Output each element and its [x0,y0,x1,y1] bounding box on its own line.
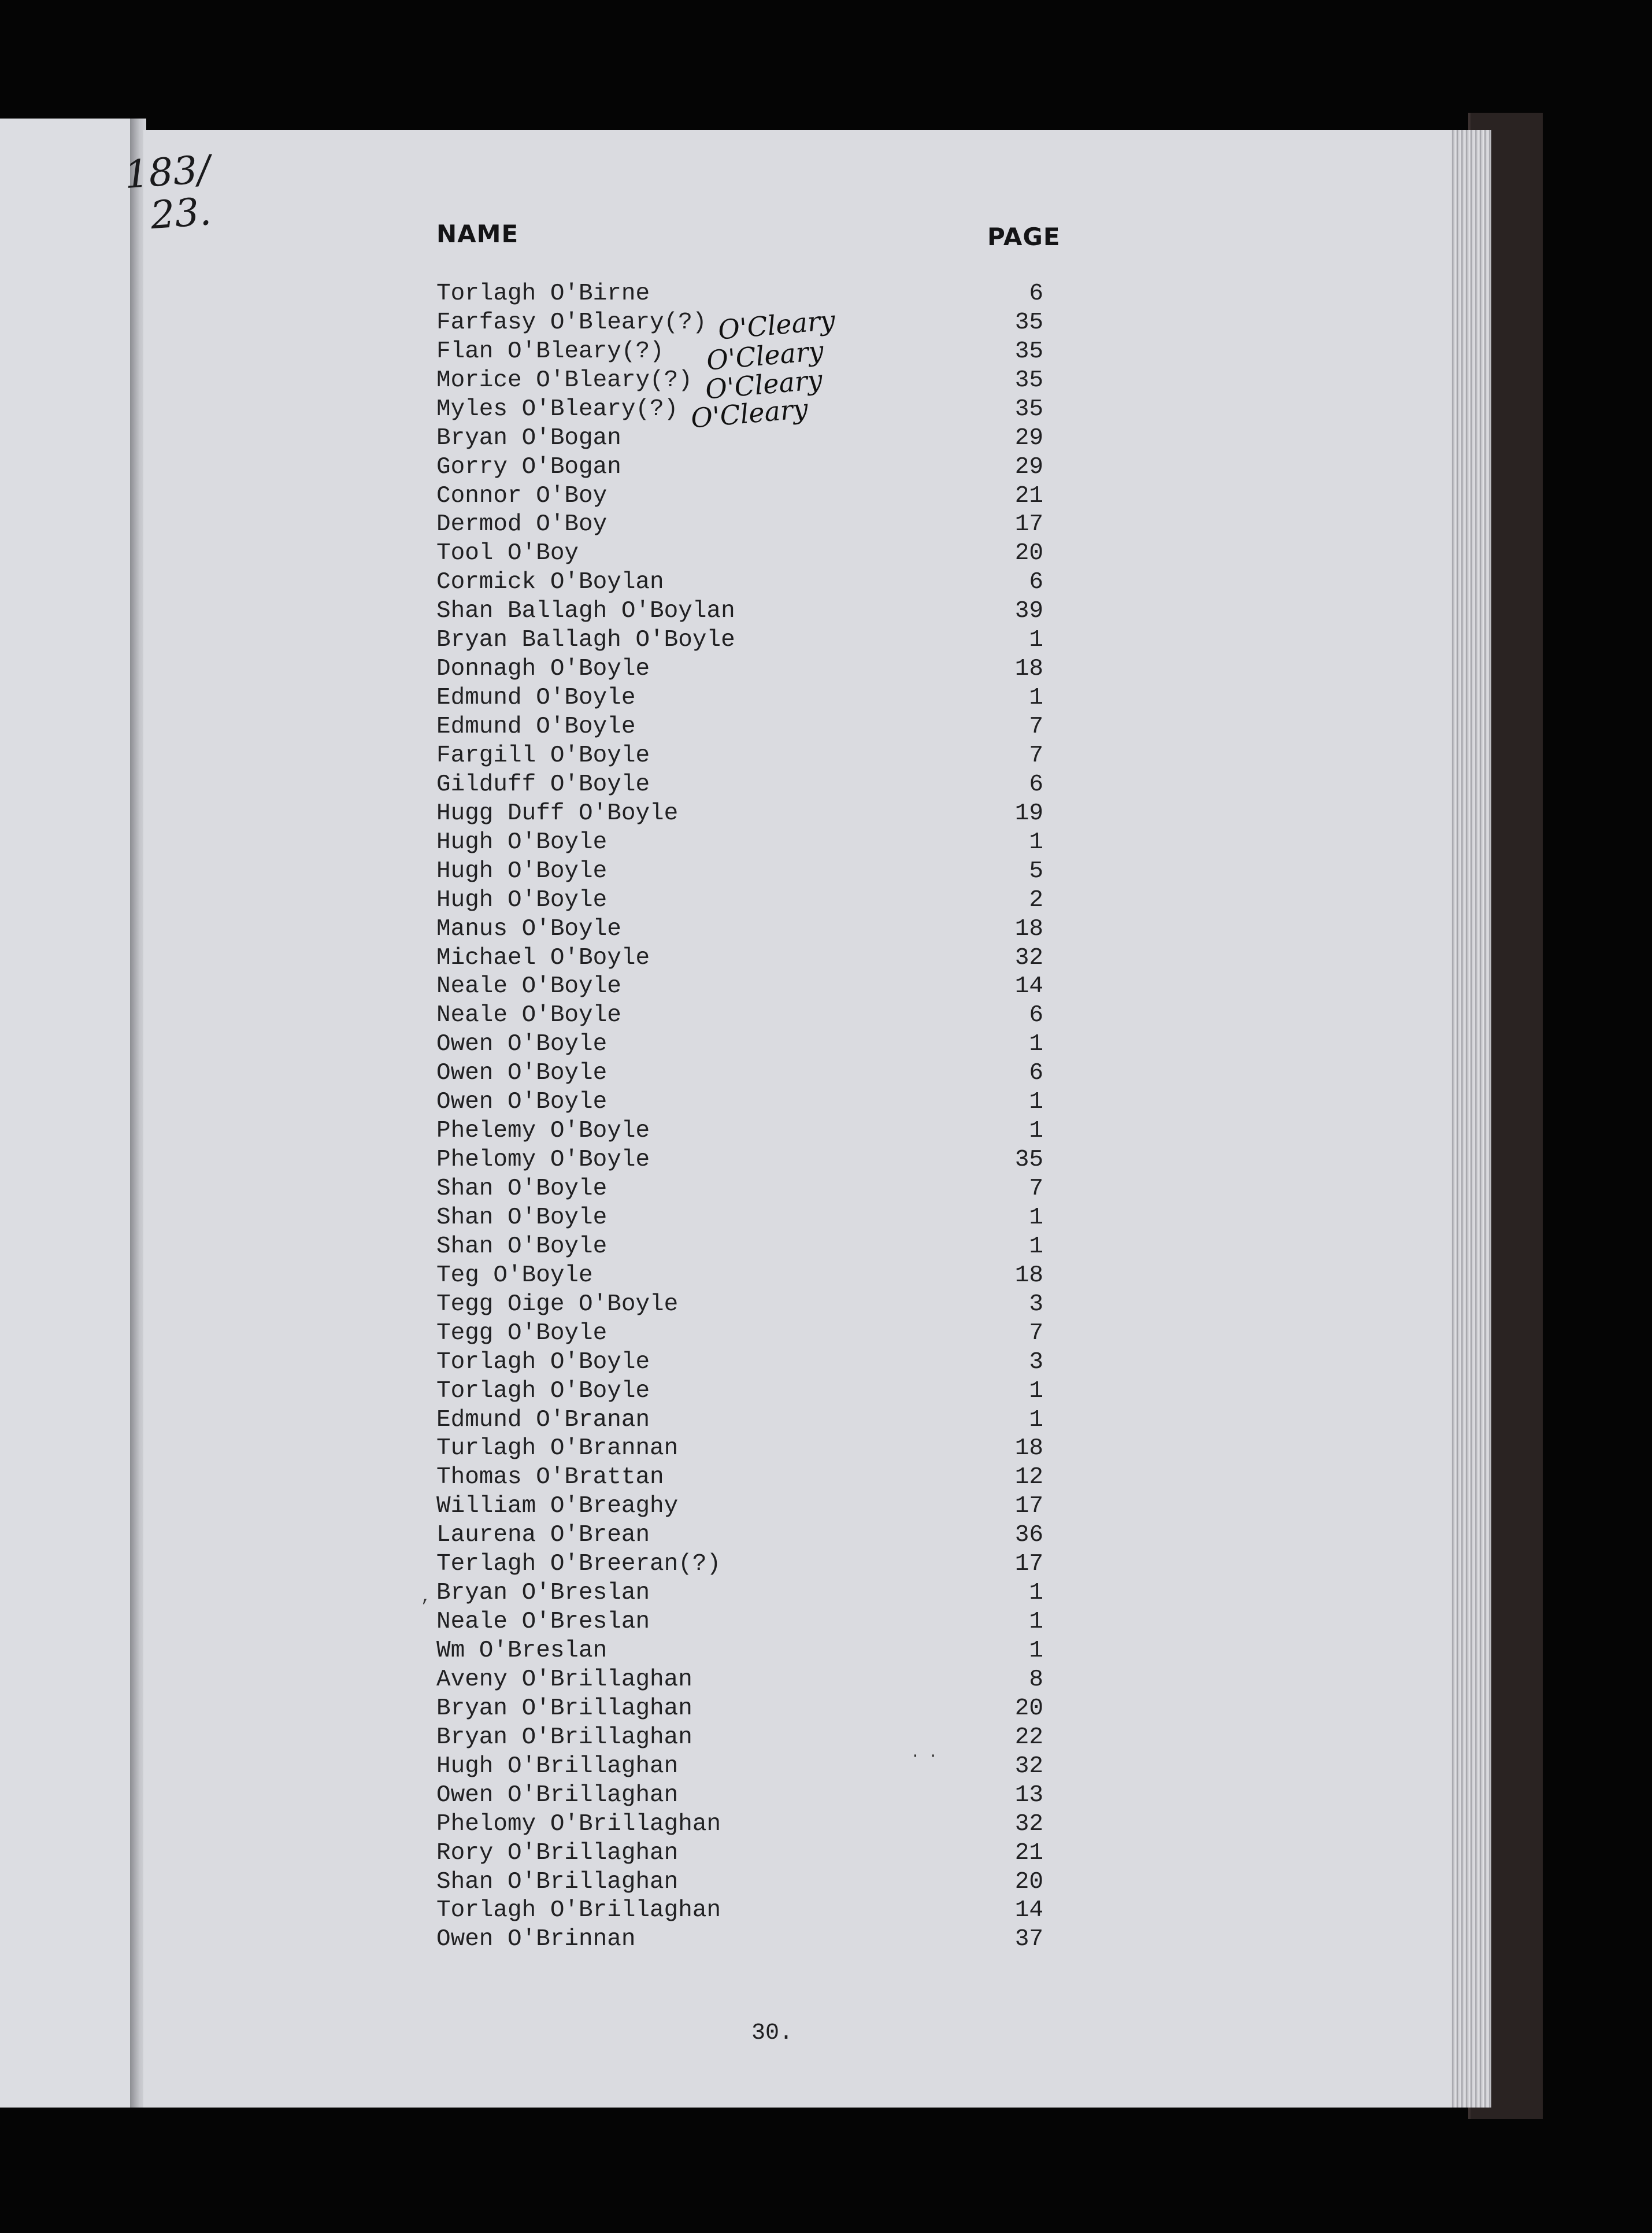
entry-name: Manus O'Boyle [436,915,621,942]
entry-name: Aveny O'Brillaghan [436,1666,692,1693]
pencil-dots: ·· [910,1747,946,1765]
entry-page: 6 [1029,1060,1043,1087]
index-row [436,944,1043,973]
entry-name: Tegg Oige O'Boyle [436,1291,679,1318]
entry-name: Bryan Ballagh O'Boyle [436,627,735,654]
entry-name: Flan O'Bleary(?) [436,338,664,365]
entry-page: 13 [1014,1781,1043,1809]
index-row [436,1752,1043,1781]
entry-page: 32 [1014,1810,1043,1838]
left-page [0,119,136,2108]
entry-page: 1 [1029,685,1043,712]
index-row [436,1203,1043,1232]
index-row [436,453,1043,482]
entry-name: Hugh O'Brillaghan [436,1753,679,1780]
entry-page: 6 [1029,771,1043,798]
entry-page: 14 [1014,973,1043,1000]
entry-name: Phelomy O'Boyle [436,1147,650,1174]
entry-page: 18 [1014,656,1043,683]
entry-page: 29 [1014,453,1043,480]
index-row [436,1521,1043,1550]
entry-name: Hugh O'Boyle [436,857,608,885]
entry-page: 5 [1029,857,1043,885]
entry-page: 39 [1014,598,1043,625]
entry-name: Torlagh O'Boyle [436,1348,650,1376]
entry-name: Hugh O'Boyle [436,829,608,856]
entry-name: Gilduff O'Boyle [436,771,650,798]
entry-name: Dermod O'Boy [436,511,608,538]
index-row [436,828,1043,857]
entry-page: 17 [1014,1493,1043,1520]
entry-name: Neale O'Boyle [436,1002,621,1029]
index-row [436,279,1043,308]
entry-page: 1 [1029,1089,1043,1116]
entry-name: Shan O'Boyle [436,1233,608,1260]
entry-page: 35 [1014,309,1043,336]
index-row [436,1868,1043,1896]
index-row [436,1319,1043,1348]
entry-page: 6 [1029,1002,1043,1029]
entry-page: 19 [1014,800,1043,827]
entry-name: Rory O'Brillaghan [436,1839,679,1866]
index-row [436,1030,1043,1059]
entry-name: Farfasy O'Bleary(?) [436,309,707,336]
entry-name: Gorry O'Bogan [436,453,621,480]
index-row [436,1607,1043,1636]
index-row [436,568,1043,597]
name-column-header: NAME [436,220,519,248]
folio-denominator: 23. [149,188,213,238]
page-column-header: PAGE [987,223,1061,251]
entry-page: 6 [1029,569,1043,596]
handwritten-annotation: O'Cleary [690,393,809,434]
entry-name: Teg O'Boyle [436,1262,593,1289]
entry-page: 18 [1014,1435,1043,1462]
entry-name: Owen O'Boyle [436,1060,608,1087]
entry-name: Edmund O'Boyle [436,713,636,741]
index-row [436,482,1043,511]
index-row [436,1290,1043,1319]
index-row [436,1636,1043,1665]
entry-name: Donnagh O'Boyle [436,656,650,683]
index-row [436,1174,1043,1203]
entry-name: Fargill O'Boyle [436,742,650,769]
entry-name: Phelomy O'Brillaghan [436,1810,721,1838]
index-row [436,886,1043,915]
entry-name: Terlagh O'Breeran(?) [436,1551,721,1578]
pencil-tick-mark: , [421,1587,432,1607]
name-index-list [436,279,1043,1954]
entry-name: Hugh O'Boyle [436,886,608,914]
entry-page: 1 [1029,829,1043,856]
entry-page: 18 [1014,915,1043,942]
index-row [436,1925,1043,1954]
entry-name: Bryan O'Brillaghan [436,1724,692,1751]
entry-page: 17 [1014,511,1043,538]
entry-name: Myles O'Bleary(?) [436,395,679,423]
entry-page: 1 [1029,1233,1043,1260]
entry-name: Bryan O'Bogan [436,424,621,452]
entry-name: Shan O'Boyle [436,1175,608,1203]
entry-name: Bryan O'Breslan [436,1580,650,1607]
index-row [436,1261,1043,1290]
index-row [436,1550,1043,1578]
entry-page: 1 [1029,1580,1043,1607]
entry-page: 18 [1014,1262,1043,1289]
index-row [436,1810,1043,1839]
entry-name: Torlagh O'Birne [436,280,650,307]
entry-name: Owen O'Boyle [436,1031,608,1058]
handwritten-annotation: O'Cleary [704,364,824,405]
entry-page: 8 [1029,1666,1043,1693]
handwritten-folio-note: 183/ 23. [123,149,214,238]
index-row [436,626,1043,655]
entry-page: 22 [1014,1724,1043,1751]
entry-page: 32 [1014,1753,1043,1780]
entry-page: 1 [1029,1377,1043,1404]
page-number: 30. [751,2020,794,2046]
index-row [436,712,1043,741]
entry-name: Wm O'Breslan [436,1637,608,1665]
entry-page: 21 [1014,482,1043,509]
entry-name: Shan O'Boyle [436,1204,608,1231]
index-row [436,1839,1043,1868]
entry-page: 7 [1029,1175,1043,1203]
entry-name: Thomas O'Brattan [436,1464,664,1491]
index-row [436,1145,1043,1174]
entry-page: 6 [1029,280,1043,307]
entry-page: 37 [1014,1926,1043,1953]
entry-name: Neale O'Breslan [436,1609,650,1636]
entry-name: Tool O'Boy [436,540,579,567]
index-row [436,1088,1043,1116]
entry-page: 35 [1014,367,1043,394]
entry-page: 1 [1029,1204,1043,1231]
entry-page: 35 [1014,338,1043,365]
entry-name: Torlagh O'Brillaghan [436,1897,721,1924]
index-row [436,1578,1043,1607]
entry-page: 3 [1029,1348,1043,1376]
entry-page: 20 [1014,1868,1043,1895]
index-row [436,1665,1043,1694]
entry-name: Neale O'Boyle [436,973,621,1000]
entry-name: Torlagh O'Boyle [436,1377,650,1404]
index-row [436,1781,1043,1810]
entry-name: Phelemy O'Boyle [436,1118,650,1145]
entry-name: Morice O'Bleary(?) [436,367,692,394]
entry-name: Bryan O'Brillaghan [436,1695,692,1722]
index-row [436,915,1043,944]
index-row [436,1435,1043,1463]
entry-page: 1 [1029,1609,1043,1636]
index-row [436,1896,1043,1925]
entry-page: 7 [1029,713,1043,741]
entry-name: Turlagh O'Brannan [436,1435,679,1462]
entry-name: Edmund O'Branan [436,1406,650,1433]
index-row [436,683,1043,712]
index-row [436,1116,1043,1145]
index-row [436,1694,1043,1723]
entry-page: 7 [1029,1319,1043,1347]
index-row [436,1377,1043,1406]
index-row [436,741,1043,770]
index-row [436,770,1043,799]
entry-page: 17 [1014,1551,1043,1578]
index-row [436,511,1043,539]
entry-page: 20 [1014,1695,1043,1722]
entry-name: Owen O'Brillaghan [436,1781,679,1809]
index-row [436,539,1043,568]
handwritten-annotation: O'Cleary [705,335,825,376]
entry-page: 35 [1014,1147,1043,1174]
entry-page: 1 [1029,1118,1043,1145]
entry-name: Owen O'Boyle [436,1089,608,1116]
entry-page: 14 [1014,1897,1043,1924]
index-row [436,973,1043,1001]
entry-name: Cormick O'Boylan [436,569,664,596]
index-row [436,799,1043,828]
entry-page: 12 [1014,1464,1043,1491]
entry-page: 7 [1029,742,1043,769]
entry-page: 36 [1014,1522,1043,1549]
entry-name: Tegg O'Boyle [436,1319,608,1347]
index-row [436,1463,1043,1492]
handwritten-annotation: O'Cleary [717,304,836,346]
entry-name: Laurena O'Brean [436,1522,650,1549]
entry-name: Connor O'Boy [436,482,608,509]
index-row [436,1492,1043,1521]
entry-page: 3 [1029,1291,1043,1318]
index-row [436,655,1043,683]
folio-numerator: 183 [123,147,199,198]
page-edges [1445,130,1491,2108]
index-row [436,597,1043,626]
entry-name: Edmund O'Boyle [436,685,636,712]
index-row [436,1723,1043,1752]
entry-page: 21 [1014,1839,1043,1866]
index-row [436,1059,1043,1088]
index-row [436,1348,1043,1377]
entry-page: 1 [1029,1031,1043,1058]
entry-page: 32 [1014,944,1043,971]
entry-name: William O'Breaghy [436,1493,679,1520]
index-row [436,857,1043,886]
entry-page: 20 [1014,540,1043,567]
entry-page: 2 [1029,886,1043,914]
entry-name: Shan Ballagh O'Boylan [436,598,735,625]
entry-page: 35 [1014,395,1043,423]
entry-name: Michael O'Boyle [436,944,650,971]
entry-page: 1 [1029,627,1043,654]
index-row [436,1001,1043,1030]
index-row [436,1232,1043,1261]
index-row [436,1406,1043,1435]
entry-name: Shan O'Brillaghan [436,1868,679,1895]
entry-name: Hugg Duff O'Boyle [436,800,679,827]
entry-page: 1 [1029,1637,1043,1665]
entry-page: 29 [1014,424,1043,452]
entry-page: 1 [1029,1406,1043,1433]
entry-name: Owen O'Brinnan [436,1926,636,1953]
